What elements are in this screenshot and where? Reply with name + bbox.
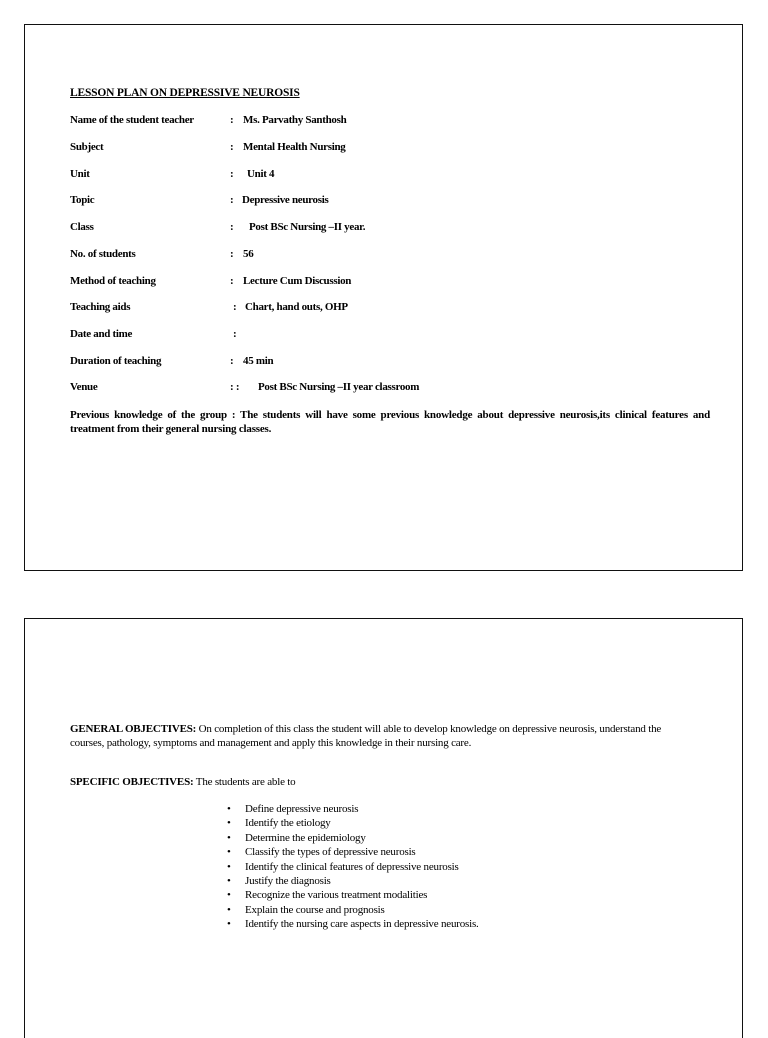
general-objectives-label: GENERAL OBJECTIVES: bbox=[70, 723, 197, 735]
field-label: Date and time bbox=[70, 328, 133, 340]
field-label: Topic bbox=[70, 194, 95, 206]
objectives-list bbox=[225, 802, 479, 932]
list-item bbox=[225, 888, 479, 902]
objective-text: Justify the diagnosis bbox=[245, 875, 331, 888]
bullet-icon: • bbox=[227, 817, 231, 830]
field-colon: : : bbox=[230, 381, 240, 393]
objective-text: Classify the types of depressive neurosis bbox=[245, 846, 416, 859]
previous-knowledge-paragraph: Previous knowledge of the group : The students will have some previous knowledge about depressive neurosis,its clinical features and treatment from their general nursing classes. bbox=[70, 409, 710, 435]
field-value: 56 bbox=[243, 248, 254, 260]
list-item bbox=[225, 802, 479, 816]
field-value: Lecture Cum Discussion bbox=[243, 275, 352, 287]
objective-text: Recognize the various treatment modalities bbox=[245, 889, 428, 902]
bullet-icon: • bbox=[227, 846, 231, 859]
list-item bbox=[225, 845, 479, 859]
field-label: Class bbox=[70, 221, 94, 233]
field-label: Teaching aids bbox=[70, 301, 131, 313]
field-colon: : bbox=[233, 328, 237, 340]
bullet-icon: • bbox=[227, 875, 231, 888]
objective-text: Determine the epidemiology bbox=[245, 831, 366, 844]
field-colon: : bbox=[230, 221, 234, 233]
general-objectives-text: On completion of this class the student will able to develop knowledge on depressive neurosis, understand the courses, pathology, symptoms and management and apply this knowledge in their nursing care. bbox=[70, 723, 662, 749]
field-label: Method of teaching bbox=[70, 275, 156, 287]
objective-text: Identify the nursing care aspects in depressive neurosis. bbox=[245, 918, 479, 931]
field-value: Depressive neurosis bbox=[242, 194, 329, 206]
field-colon: : bbox=[230, 355, 234, 367]
bullet-icon: • bbox=[227, 860, 231, 873]
objective-text: Identify the etiology bbox=[245, 817, 331, 830]
field-colon: : bbox=[230, 168, 234, 180]
field-label: No. of students bbox=[70, 248, 136, 260]
field-colon: : bbox=[230, 114, 234, 126]
field-colon: : bbox=[230, 194, 234, 206]
document-page-2 bbox=[24, 618, 743, 1038]
list-item bbox=[225, 874, 479, 888]
objective-text: Identify the clinical features of depressive neurosis bbox=[245, 860, 459, 873]
field-value: Post BSc Nursing –II year classroom bbox=[258, 381, 420, 393]
bullet-icon: • bbox=[227, 918, 231, 931]
bullet-icon: • bbox=[227, 803, 231, 815]
list-item bbox=[225, 860, 479, 874]
list-item bbox=[225, 831, 479, 845]
field-value: 45 min bbox=[243, 355, 274, 367]
field-value: Mental Health Nursing bbox=[243, 141, 346, 153]
lesson-plan-title: LESSON PLAN ON DEPRESSIVE NEUROSIS bbox=[70, 87, 300, 99]
field-label: Subject bbox=[70, 141, 104, 153]
field-value: Ms. Parvathy Santhosh bbox=[243, 114, 347, 126]
field-label: Name of the student teacher bbox=[70, 114, 194, 126]
specific-objectives-text: The students are able to bbox=[193, 776, 296, 788]
bullet-icon: • bbox=[227, 889, 231, 902]
general-objectives-paragraph bbox=[70, 722, 690, 750]
field-label: Duration of teaching bbox=[70, 355, 162, 367]
list-item bbox=[225, 917, 479, 931]
field-colon: : bbox=[233, 301, 237, 313]
list-item bbox=[225, 903, 479, 917]
field-colon: : bbox=[230, 248, 234, 260]
field-value: Unit 4 bbox=[247, 168, 275, 180]
objective-text: Define depressive neurosis bbox=[245, 803, 359, 815]
objective-text: Explain the course and prognosis bbox=[245, 903, 385, 916]
list-item bbox=[225, 816, 479, 830]
bullet-icon: • bbox=[227, 831, 231, 844]
field-label: Unit bbox=[70, 168, 90, 180]
bullet-icon: • bbox=[227, 903, 231, 916]
field-label: Venue bbox=[70, 381, 98, 393]
document-page-1 bbox=[24, 24, 743, 571]
specific-objectives-paragraph bbox=[70, 775, 690, 789]
field-value: Chart, hand outs, OHP bbox=[245, 301, 348, 313]
specific-objectives-label: SPECIFIC OBJECTIVES: bbox=[70, 776, 194, 788]
field-colon: : bbox=[230, 141, 234, 153]
field-colon: : bbox=[230, 275, 234, 287]
field-value: Post BSc Nursing –II year. bbox=[249, 221, 366, 233]
